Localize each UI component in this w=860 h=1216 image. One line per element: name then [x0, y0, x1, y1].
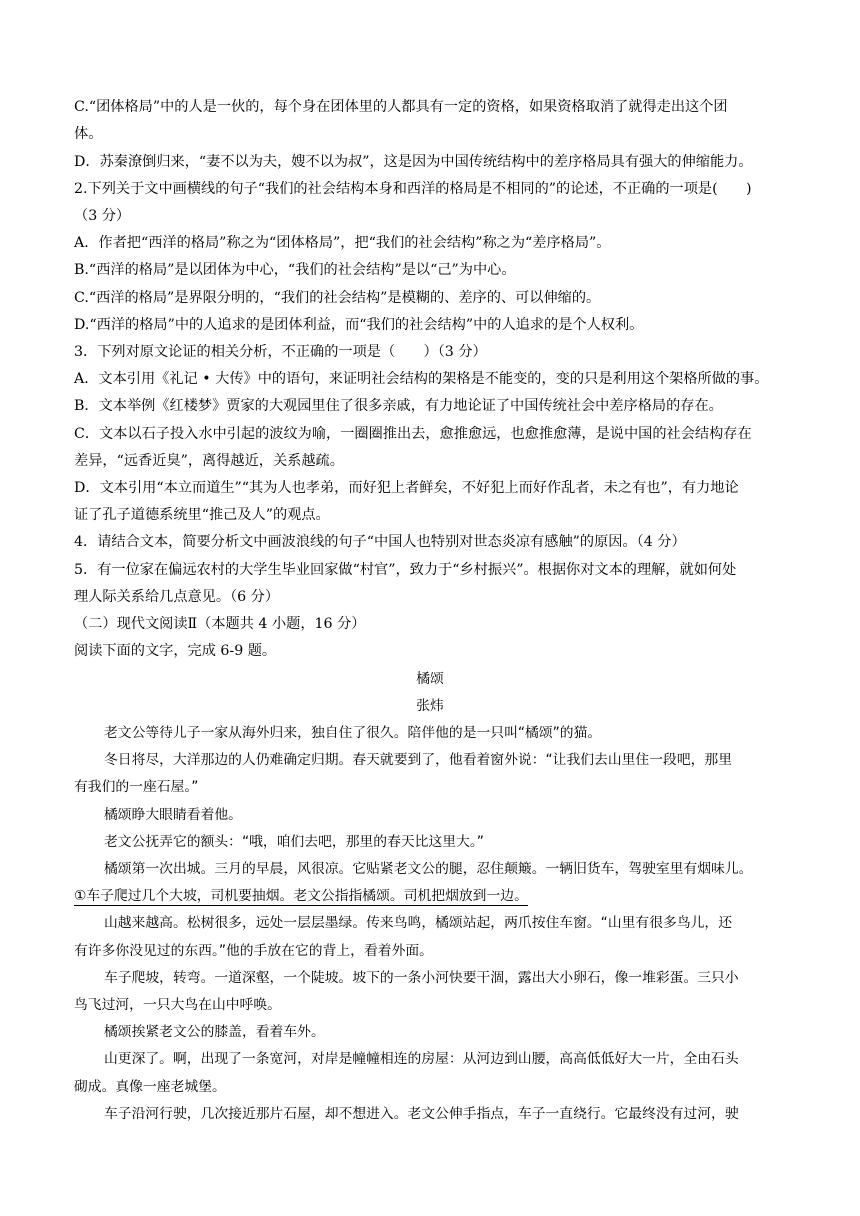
- q3-option-a: A．文本引用《礼记 • 大传》中的语句，来证明社会结构的架格是不能变的，变的只是利用这个架格所做的事。: [74, 371, 769, 387]
- q5-line1: 5．有一位家在偏远农村的大学生毕业回家做“村官”，致力于“乡村振兴”。根据你对文本的理解，就如何处: [74, 562, 737, 578]
- q2-option-b: B.“西洋的格局”是以团体为中心，“我们的社会结构”是以“己”为中心。: [74, 262, 516, 278]
- story-paragraph: 老文公抚弄它的额头：“哦，咱们去吧，那里的春天比这里大。”: [104, 834, 484, 850]
- story-paragraph: 车子爬坡，转弯。一道深壑，一个陡坡。坡下的一条小河快要干涸，露出大小卵石，像一堆彩蛋。三只小: [104, 970, 739, 986]
- q5-line2: 理人际关系给几点意见。（6 分）: [74, 589, 280, 605]
- q2-option-a: A．作者把“西洋的格局”称之为“团体格局”，把“我们的社会结构”称之为“差序格局”。: [74, 235, 611, 251]
- q4-stem: 4．请结合文本，简要分析文中画波浪线的句子“中国人也特别对世态炎凉有感触”的原因。（4 分）: [74, 534, 686, 550]
- story-paragraph-cont: 砌成。真像一座老城堡。: [74, 1079, 226, 1095]
- q1-option-c-line1: C.“团体格局”中的人是一伙的，每个身在团体里的人都具有一定的资格，如果资格取消了就得走出这个团: [74, 99, 728, 115]
- underlined-sentence-1: [74, 886, 794, 906]
- story-paragraph: 山更深了。啊，出现了一条宽河，对岸是幢幢相连的房屋：从河边到山腰，高高低低好大一片，全由石头: [104, 1051, 739, 1067]
- q2-stem-line2: （3 分）: [74, 208, 131, 224]
- q3-option-c-line1: C．文本以石子投入水中引起的波纹为喻，一圈圈推出去，愈推愈远，也愈推愈薄，是说中国的社会结构存在: [74, 426, 752, 442]
- q3-option-d-line2: 证了孔子道德系统里“推己及人”的观点。: [74, 507, 330, 523]
- story-paragraph-cont: 有我们的一座石屋。”: [74, 779, 199, 795]
- story-paragraph: 老文公等待儿子一家从海外归来，独自住了很久。陪伴他的是一只叫“橘颂”的猫。: [104, 725, 602, 741]
- q1-option-c-line2: 体。: [74, 126, 103, 142]
- q3-option-b: B．文本举例《红楼梦》贾家的大观园里住了很多亲戚，有力地论证了中国传统社会中差序格局的存在。: [74, 398, 723, 414]
- section-heading: （二）现代文阅读Ⅱ（本题共 4 小题，16 分）: [74, 616, 366, 632]
- story-paragraph: 山越来越高。松树很多，远处一层层墨绿。传来鸟鸣，橘颂站起，两爪按住车窗。“山里有很多鸟儿，还: [104, 915, 733, 931]
- story-paragraph-cont: 鸟飞过河，一只大鸟在山中呼唤。: [74, 997, 281, 1013]
- underline-text: ①车子爬过几个大坡，司机要抽烟。老文公指指橘颂。司机把烟放到一边。: [74, 888, 528, 904]
- q2-option-d: D.“西洋的格局”中的人追求的是团体利益，而“我们的社会结构”中的人追求的是个人权利。: [74, 317, 644, 333]
- story-paragraph: 橘颂第一次出城。三月的早晨，风很凉。它贴紧老文公的腿，忍住颠簸。一辆旧货车，驾驶室里有烟味儿。: [104, 861, 753, 877]
- reading-instruction: 阅读下面的文字，完成 6-9 题。: [74, 643, 277, 659]
- q2-option-c: C.“西洋的格局”是界限分明的，“我们的社会结构”是模糊的、差序的、可以伸缩的。: [74, 290, 601, 306]
- story-title: 橘颂: [416, 671, 444, 687]
- q3-stem: 3．下列对原文论证的相关分析，不正确的一项是（ ）（3 分）: [74, 344, 487, 360]
- q1-option-d: D．苏秦潦倒归来，“妻不以为夫，嫂不以为叔”，这是因为中国传统结构中的差序格局具有强大的伸缩能力。: [74, 154, 753, 170]
- story-paragraph: 冬日将尽，大洋那边的人仍难确定归期。春天就要到了，他看着窗外说：“让我们去山里住一段吧，那里: [104, 752, 733, 768]
- story-author: 张炜: [416, 698, 444, 714]
- story-paragraph: 车子沿河行驶，几次接近那片石屋，却不想进入。老文公伸手指点，车子一直绕行。它最终没有过河，驶: [104, 1106, 739, 1122]
- story-paragraph: 橘颂睁大眼睛看着他。: [104, 807, 242, 823]
- q2-stem-line1: 2.下列关于文中画横线的句子“我们的社会结构本身和西洋的格局是不相同的”的论述，不正确的一项是( ): [74, 181, 752, 197]
- story-paragraph-cont: 有许多你没见过的东西。”他的手放在它的背上，看着外面。: [74, 943, 433, 959]
- story-paragraph: 橘颂挨紧老文公的膝盖，看着车外。: [104, 1024, 325, 1040]
- q3-option-c-line2: 差异，“远香近臭”，离得越近，关系越疏。: [74, 453, 344, 469]
- q3-option-d-line1: D．文本引用“本立而道生”“其为人也孝弟，而好犯上者鲜矣，不好犯上而好作乱者，未之有也”，有力地论: [74, 480, 739, 496]
